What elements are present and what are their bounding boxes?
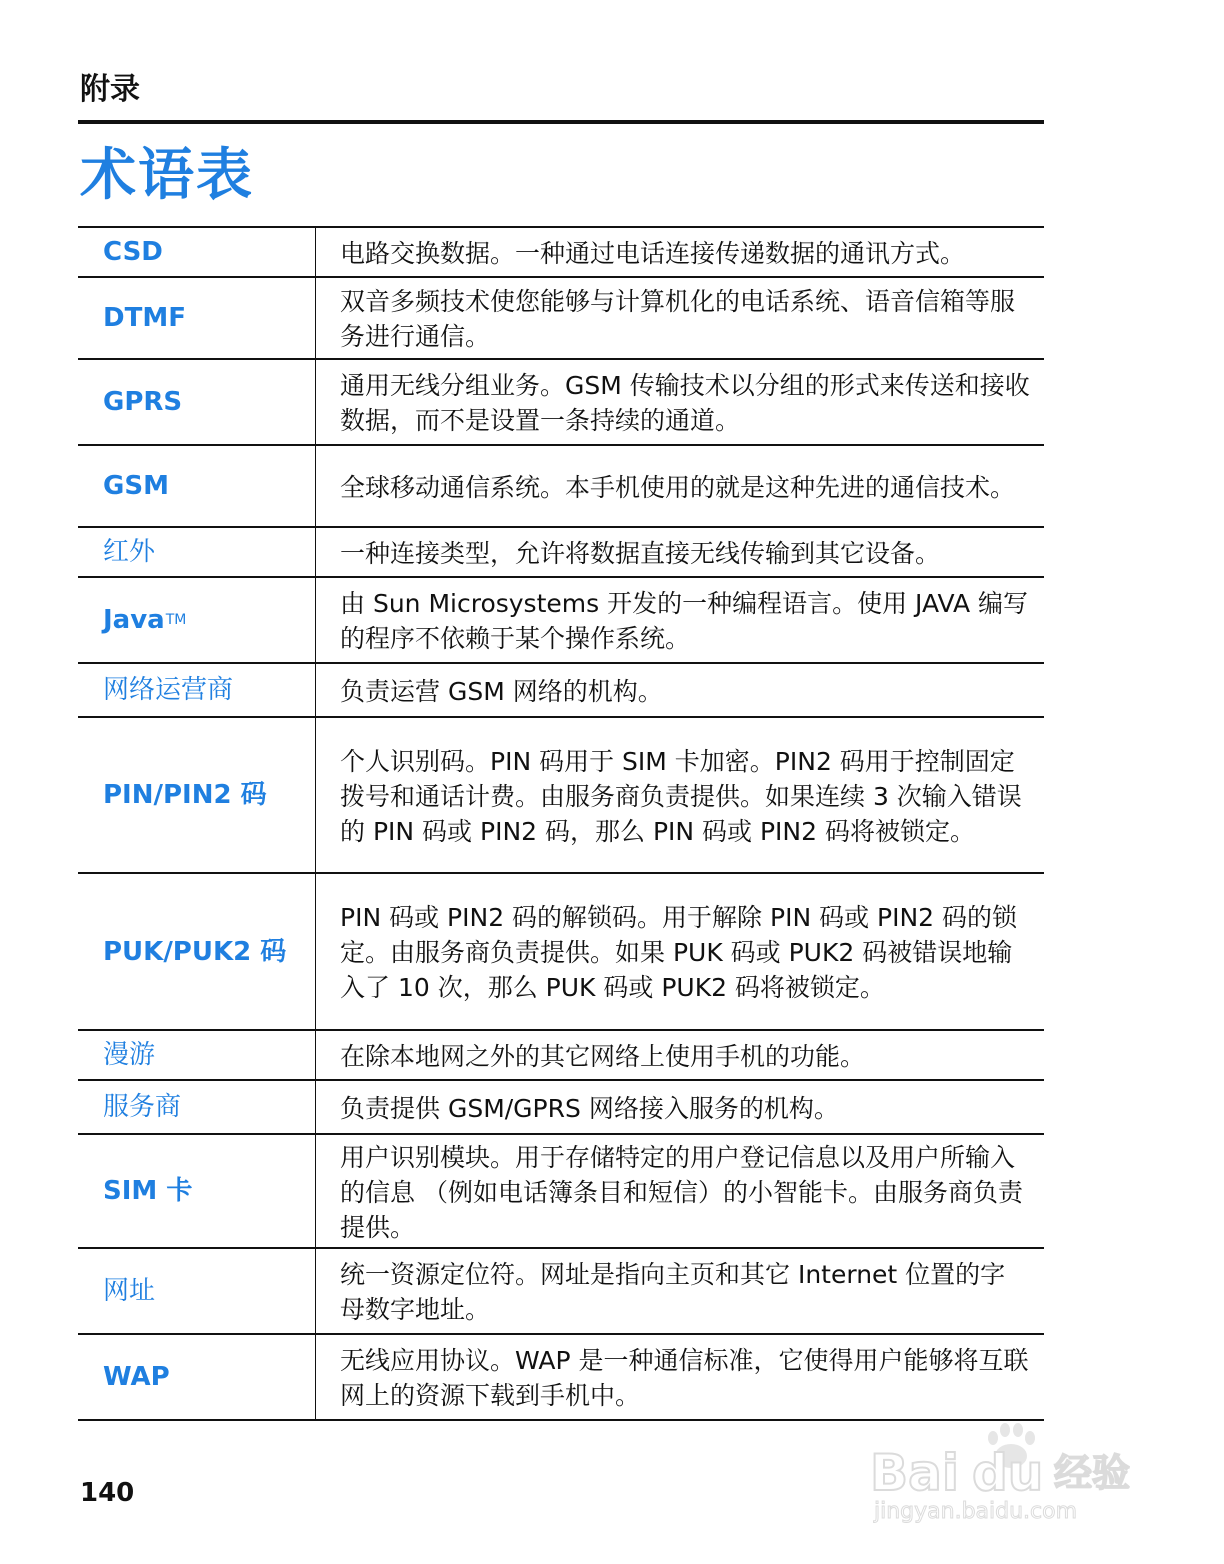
glossary-row bbox=[78, 578, 1044, 664]
glossary-definition: 在除本地网之外的其它网络上使用手机的功能。 bbox=[340, 1041, 866, 1071]
glossary-definition: 统一资源定位符。网址是指向主页和其它 Internet 位置的字母数字地址。 bbox=[340, 1260, 1006, 1324]
glossary-row bbox=[78, 664, 1044, 718]
glossary-term: PIN/PIN2 码 bbox=[78, 718, 316, 872]
glossary-row bbox=[78, 874, 1044, 1031]
glossary-row bbox=[78, 360, 1044, 446]
glossary-row bbox=[78, 1081, 1044, 1135]
glossary-term: 红外 bbox=[78, 528, 316, 576]
glossary-term: 网址 bbox=[78, 1249, 316, 1333]
glossary-term: 网络运营商 bbox=[78, 664, 316, 716]
glossary-definition: 个人识别码。PIN 码用于 SIM 卡加密。PIN2 码用于控制固定拨号和通话计费。由服务商负责提供。如果连续 3 次输入错误的 PIN 码或 PIN2 码，那么 PIN 码或 PIN2 码将被锁定。 bbox=[340, 746, 1022, 846]
glossary-term: PUK/PUK2 码 bbox=[78, 874, 316, 1029]
glossary-term: WAP bbox=[78, 1335, 316, 1419]
glossary-row bbox=[78, 528, 1044, 578]
glossary-definition: 一种连接类型，允许将数据直接无线传输到其它设备。 bbox=[340, 538, 941, 568]
baidu-jingyan-watermark bbox=[868, 1418, 1158, 1524]
glossary-row bbox=[78, 1135, 1044, 1249]
watermark-url-text: jingyan.baidu.com bbox=[874, 1499, 1078, 1524]
glossary-definition: 负责运营 GSM 网络的机构。 bbox=[340, 676, 663, 706]
glossary-term: SIM 卡 bbox=[78, 1135, 316, 1247]
glossary-row bbox=[78, 1249, 1044, 1335]
trademark-mark: TM bbox=[165, 612, 187, 628]
svg-text:du: du bbox=[972, 1444, 1044, 1502]
glossary-definition: 用户识别模块。用于存储特定的用户登记信息以及用户所输入的信息 （例如电话簿条目和短信）的小智能卡。由服务商负责提供。 bbox=[340, 1142, 1023, 1242]
glossary-row bbox=[78, 228, 1044, 278]
glossary-term bbox=[78, 578, 316, 662]
glossary-definition: 全球移动通信系统。本手机使用的就是这种先进的通信技术。 bbox=[340, 472, 1016, 502]
svg-text:经验: 经验 bbox=[1054, 1451, 1131, 1495]
glossary-definition: 通用无线分组业务。GSM 传输技术以分组的形式来传送和接收数据，而不是设置一条持续的通道。 bbox=[340, 371, 1030, 435]
glossary-term: GSM bbox=[78, 446, 316, 526]
glossary-term: DTMF bbox=[78, 278, 316, 358]
glossary-row bbox=[78, 278, 1044, 360]
glossary-row bbox=[78, 1031, 1044, 1081]
glossary-term: 漫游 bbox=[78, 1031, 316, 1079]
glossary-term: CSD bbox=[78, 228, 316, 276]
glossary-definition: 电路交换数据。一种通过电话连接传递数据的通讯方式。 bbox=[340, 238, 966, 268]
watermark-logo-text: Bai bbox=[870, 1444, 959, 1502]
glossary-definition: 负责提供 GSM/GPRS 网络接入服务的机构。 bbox=[340, 1093, 839, 1123]
glossary-definition: 由 Sun Microsystems 开发的一种编程语言。使用 JAVA 编写的程序不依赖于某个操作系统。 bbox=[340, 589, 1029, 653]
glossary-term: 服务商 bbox=[78, 1081, 316, 1133]
glossary-definition: PIN 码或 PIN2 码的解锁码。用于解除 PIN 码或 PIN2 码的锁定。由服务商负责提供。如果 PUK 码或 PUK2 码被错误地输入了 10 次，那么 PUK 码或 PUK2 码将被锁定。 bbox=[340, 903, 1018, 1002]
glossary-row bbox=[78, 1335, 1044, 1421]
page-title: 术语表 bbox=[80, 143, 254, 208]
section-label: 附录 bbox=[80, 72, 140, 107]
glossary-definition: 双音多频技术使您能够与计算机化的电话系统、语音信箱等服务进行通信。 bbox=[340, 287, 1016, 351]
header-rule bbox=[78, 120, 1044, 124]
glossary-row bbox=[78, 718, 1044, 874]
glossary-row bbox=[78, 446, 1044, 528]
glossary-definition: 无线应用协议。WAP 是一种通信标准，它使得用户能够将互联网上的资源下载到手机中。 bbox=[340, 1346, 1029, 1410]
page-number: 140 bbox=[80, 1478, 135, 1508]
glossary-term: GPRS bbox=[78, 360, 316, 444]
glossary-term-text: Java bbox=[103, 605, 165, 635]
glossary-table bbox=[78, 226, 1044, 1421]
